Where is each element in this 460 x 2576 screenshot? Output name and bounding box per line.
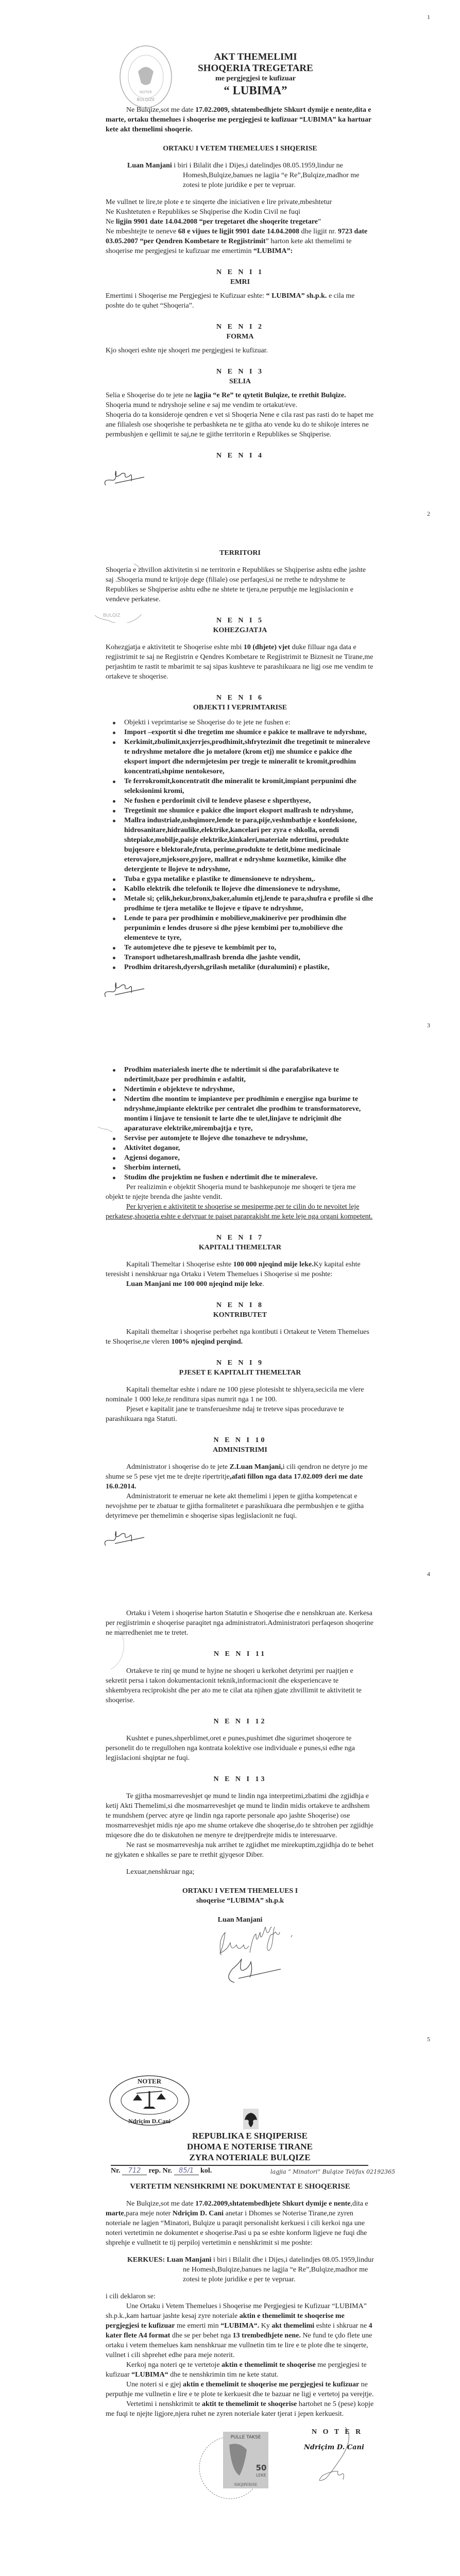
text-run: Kerkimit,zbulimit,nxjerrjes,prodhimit,shfrytezimit dhe tregetimit te mineraleve te ndryshme metalore dhe jo metalore (krom etj) me shumice e pakice dhe eksport import dhe ndermjetesim per tregje te mineralit te kromit,prodhim koncentrati,shpime nentokesore, [124, 738, 370, 775]
albanian-eagle-emblem [243, 2109, 259, 2129]
paragraph [106, 227, 374, 256]
article-title: TERRITORI [219, 549, 261, 557]
paragraph [106, 565, 374, 604]
text-run: Objekti i veprimtarise se Shoqerise do te jete ne fushen e: [124, 719, 291, 726]
svg-text:BULQIZ: BULQIZ [103, 613, 121, 618]
text-run: Ortaku i Vetem i shoqerise harton Statutin e Shoqerise dhe e nenshkruan ate. Kerkesa per regjistrimin e shoqerise paraqitet nga administratori.Administratori perfaqeson shoqerine ne marredheniet me te tretet. [106, 1609, 373, 1637]
paragraph [106, 105, 374, 134]
paragraph [106, 2301, 374, 2360]
page-number: 4 [427, 1570, 430, 1578]
text-run: Ky [259, 2322, 272, 2330]
text-run: i biri i Bilalit dhe i Dijes,i datelindjes 08.05.1959,lindur ne Homesh,Bulqize,banues ne lagjia “e Re”,Bulqize,madhor me zotesi te plote juridike e per te vepruar. [183, 2256, 374, 2283]
text-run: 100% njeqind perqind. [171, 1338, 243, 1346]
paragraph [106, 1608, 374, 1638]
text-run: marte [106, 2210, 124, 2217]
article-number: N E N I 11 [213, 1650, 267, 1658]
list-item [106, 1163, 374, 1173]
text-run: Pjeset e kapitalit jane te transferueshme ndaj te treteve sipas procedurave te parashikuara nga Statuti. [106, 1405, 344, 1423]
text-run: 17.02.2009, shtatembedhjete Shkurt dymije e nente,dita e marte, ortaku themelues i shoqerise me pergjegjesi te kufizuar “LUBIMA” ka hartuar kete akt themelimi shoqerie. [106, 106, 371, 133]
article-number: N E N I 2 [216, 323, 264, 331]
text-run: me pergjegjesi te kufizuar [106, 2361, 367, 2379]
paragraph [106, 1385, 374, 1404]
list-item [106, 806, 374, 816]
list-item [106, 1143, 374, 1153]
text-run: 100 000 njeqind mije leke. [233, 1261, 314, 1268]
article-number: N E N I 3 [216, 368, 264, 376]
list-item [106, 962, 374, 972]
activity-list [106, 1065, 374, 1182]
text-run: Ne [106, 218, 116, 226]
article-number: N E N I 6 [216, 694, 264, 702]
text-run: “LUBIMA“ [131, 2371, 168, 2379]
text-run: Aktivitet doganor, [124, 1144, 180, 1152]
page-number: 2 [427, 510, 430, 517]
text-run: Une Ortaku i Vetem Themelues i Shoqerise me Pergjegjesi te Kufizuar “LUBIMA” sh.p.k.,kam hartuar jashte kesaj zyre noteriale [106, 2302, 367, 2320]
list-item [106, 913, 374, 943]
nr-label: Nr. [111, 2167, 121, 2175]
stamp-label: NOTER [137, 2077, 162, 2085]
text-run: Une noteri si e gjej [126, 2381, 183, 2388]
page-2 [0, 497, 460, 1008]
paragraph [106, 346, 374, 355]
paragraph [106, 1791, 374, 1840]
text-run: Te automjeteve dhe te pjeseve te kembimit per to, [124, 944, 277, 952]
text-run: ” harton kete akt themelimi te shoqerise me pergjegjesi te kufizuar me emertimin [106, 238, 352, 255]
chamber-title: DHOMA E NOTERISE TIRANE [187, 2142, 313, 2151]
list-item [106, 953, 374, 962]
list-item [106, 718, 374, 727]
page-1 [0, 0, 460, 497]
text-run: KERKUES: Luan Manjani [127, 2256, 212, 2264]
text-run: 68 e vijues te ligjit 9901 date 14.04.2008 [178, 228, 299, 235]
paragraph [106, 1840, 374, 1860]
text-run: lagjia “e Re” te qytetit Bulqize, te rrethit Bulqize. [194, 392, 346, 399]
text-run: Administrator i shoqerise do te jete [126, 1463, 230, 1471]
text-run: Kerkoj nga noteri qe te vertetoje [126, 2361, 222, 2369]
text-run: 4 kater flete A4 format [106, 2322, 372, 2340]
text-run: Kjo shoqeri eshte nje shoqeri me pergjegjesi te kufizuar. [106, 347, 268, 354]
stamp-name: Ndriçim D.Cani [128, 2117, 171, 2125]
paragraph [106, 217, 374, 227]
text-run: ,afati fillon nga data 17.02.009 deri me date 16.0.2014. [106, 1473, 363, 1490]
certification-title: VERTETIM NENSHKRIMI NE DOKUMENTAT E SHOQERISE [130, 2182, 350, 2191]
centered-heading: Luan Manjani [217, 1916, 263, 1924]
page-2-content [106, 548, 374, 972]
text-run: Mallra industriale,ushqimore,lende te para,pije,veshmbathje e konfeksione, hidrosanitare,hidraulike,elektrike,kancelari per zyra e shkolla, orendi shtepiake,mobilje,paisje elektrike,kinkaleri,materiale ndertimi, produkte bujqesore e blektorale,fruta, perime,produkte te detit,bime medicinale eterovajore,mjeksore,pyjore, mallrat e ndryshme kozmetike, kimike dhe detergjente te llojeve te ndryshme, [124, 817, 357, 873]
text-run: Ndertim dhe montim te impianteve per prodhimin e energjise nga burime te ndryshme,impiante elektrike per centralet dhe prodhim te transformatoreve, montim i linjave te tensionit te larte dhe te ulet,linjave te ndriçimit dhe aparaturave elektrike,mirembajtja e tyre, [124, 1095, 361, 1132]
text-run: Ne rast se mosmarreveshja nuk arrihet te zgjidhet me mirekuptim,zgjidhja do te behet ne gjykaten e shkalles se pare te rrethit gjyqesor Diber. [106, 1841, 374, 1859]
list-item [106, 776, 374, 796]
list-item [106, 894, 374, 913]
paragraph [106, 410, 374, 439]
article-title: KONTRIBUTET [213, 1311, 267, 1319]
article-title: OBJEKTI I VEPRIMTARISE [193, 704, 287, 711]
list-item [106, 1084, 374, 1094]
party-details [106, 161, 374, 190]
text-run: Te gjitha mosmarreveshjet qe mund te lindin nga interpretimi,zbatimi dhe zgjidhja e ketij Akti Themelimi,si dhe mosmarreveshjet qe mund te lindin midis ortakeve te ardhshem te mundshem (pervec atyre qe lindin nga raporte personale apo jashte Shoqerise) ose mosmarreveshjet midis nje apo me shume ortakeve dhe shoqerise,do te shtrohen per zgjidhje miqesore dhe do te diskutohen ne menyre te drejtperdrejte midis te interesuarve. [106, 1792, 373, 1839]
text-run: Studim dhe projektim ne fushen e ndertimit dhe te mineraleve. [124, 1174, 318, 1181]
text-run: Tregetimit me shumice e pakice dhe import eksport mallrash te ndryshme, [124, 807, 353, 815]
text-run: 17.02.2009,shtatembedhjete Shkurt dymije e nente [195, 2200, 351, 2208]
text-run: Servise per automjete te llojeve dhe tonazheve te ndryshme, [124, 1134, 308, 1142]
text-run: Kohezgjatja e aktivitetit te Shoqerise eshte mbi [106, 643, 244, 651]
text-run: i cili deklaron se: [106, 2293, 156, 2300]
paragraph [106, 1867, 374, 1877]
paragraph [106, 642, 374, 682]
initials-signature [100, 1526, 147, 1549]
list-item [106, 1153, 374, 1163]
list-item [106, 796, 374, 806]
register-number-line [111, 2167, 212, 2175]
article-title: ADMINISTRIMI [213, 1446, 267, 1454]
text-run: Prodhim dritaresh,dyersh,grilash metalike (duralumini) e plastike, [124, 963, 330, 971]
text-run: Shoqeria mund te ndryshoje seline e saj me vendim te ortakut/eve. [106, 401, 298, 409]
text-run: Shoqeria e zhvillon aktivitetin si ne territorin e Republikes se Shqiperise ashtu edhe jashte saj .Shoqeria mund te krijoje dege (filiale) ose perfaqesi,si ne rrethe te ndryshme te Republikes se Shqiperise ashtu edhe ne shtete te tjera,ne perputhje me legjislacionin e vendeve perkatese. [106, 566, 366, 603]
article-title: KOHEZGJATJA [213, 626, 267, 634]
document-title-line: SHOQERIA TREGETARE [198, 63, 313, 74]
text-run: Lende te para per prodhimin e mobilieve,makinerive per prodhimin dhe perpunimin e lendes drusore si dhe pjese kembimi per to,mobilieve dhe elementeve te tyre, [124, 914, 347, 942]
text-run: Me vullnet te lire,te plote e te sinqerte dhe iniciativen e lire private,mbeshtetur [106, 198, 332, 206]
article-title: FORMA [226, 333, 254, 341]
list-item [106, 943, 374, 953]
centered-heading: shoqerise “LUBIMA” sh.p.k [196, 1897, 284, 1905]
page-3 [0, 1008, 460, 1557]
paragraph [106, 207, 374, 217]
paragraph [106, 197, 374, 207]
text-run: Luan Manjani [127, 162, 172, 170]
text-run: Luan Manjani me 100 000 njeqind mije leke [126, 1280, 263, 1288]
article-number: N E N I 4 [216, 452, 264, 460]
text-run: Kabllo elektrik dhe telefonik te llojeve dhe dimensioneve te ndryshme, [124, 885, 340, 893]
tax-stamp-value: 50 [255, 2463, 267, 2472]
text-run: me emerti min [175, 2322, 221, 2330]
paragraph [106, 2399, 374, 2419]
noter-label: N O T E R [312, 2428, 363, 2436]
text-run: Transport udhetaresh,mallrash brenda dhe jashte vendit, [124, 954, 300, 961]
text-run: Ky kapital eshte teresisht i nenshkruar nga Ortaku i Vetem Themelues i Shoqerise si me poshte: [106, 1261, 361, 1278]
article-number: N E N I 13 [213, 1775, 267, 1783]
text-run: aktin e themelimit te shoqerise me pergjegjesi te kufizuar [183, 2381, 360, 2388]
text-run: Lexuar,nenshkruar nga; [126, 1868, 195, 1876]
paragraph [106, 1202, 374, 1222]
text-run: akt themelimi [271, 2322, 315, 2330]
text-run: Ne fushen e perdorimit civil te lendeve plasese e shperthyese, [124, 797, 311, 805]
article-number: N E N I 8 [216, 1301, 264, 1309]
text-run: “LUBIMA“. [220, 2322, 260, 2330]
text-run: Ne fund te çdo flete une ortaku i vetem themelues kam nenshkruar me vullnetin tim te lire e te plote dhe te sinqerte, vullnet i cili shprehet edhe para meje noterit. [106, 2332, 372, 2359]
text-run: aktin e themelimit te shoqerise me pergjegjesi te kufizuar [106, 2312, 345, 2330]
list-item [106, 1173, 374, 1182]
text-run: duke filluar nga data e regjistrimit te saj ne Regjistrin e Qendres Kombetare te Regjistrimit te Biznesit ne Tirane,me perjashtim te rastit te mbarimit te saj sipas kushteve te parashikuara ne ligj ose me vendim te ortakeve te shoqerise. [106, 643, 373, 681]
text-run: Metale si; çelik,hekur,bronx,baker,alumin etj,lende te para,shufra e profile si dhe prodhime te tjera metalike te llojeve e tipave te ndryshme, [124, 895, 373, 912]
text-run: “LUBIMA”: [253, 247, 293, 255]
text-run: . [262, 1280, 264, 1288]
text-run: e cila me poshte do te quhet “Shoqeria”. [106, 292, 355, 310]
text-run: Ne Kushtetuten e Republikes se Shqiperise dhe Kodin Civil ne fuqi [106, 208, 300, 216]
text-run: Ne Bulqize,sot me date [126, 106, 196, 114]
text-run: aktin e themelimit te shoqerise [222, 2361, 316, 2369]
party-details [106, 2255, 374, 2284]
article-title: KAPITALI THEMELTAR [198, 1244, 282, 1251]
text-run: ,dita e [350, 2200, 368, 2208]
article-number: N E N I 12 [213, 1718, 267, 1725]
list-item [106, 884, 374, 894]
text-run: 13 trembedhjete nene. [232, 2332, 301, 2340]
text-run: 10 (dhjete) vjet [243, 643, 291, 651]
paragraph [106, 2292, 374, 2301]
text-run: ” [318, 218, 321, 226]
founder-signature [214, 1927, 317, 1986]
paragraph [106, 400, 374, 410]
activity-list [106, 718, 374, 972]
text-run: Ne Bulqize,sot me date [126, 2200, 196, 2208]
rep-label: rep. Nr. [148, 2167, 173, 2175]
page-number: 3 [427, 1022, 430, 1029]
text-run: Tuba e gypa metalike e plastike te dimensioneve te ndryshem,. [124, 875, 315, 883]
text-run: anetar i Dhomes se Noterise Tirane,ne zyren noteriale ne lagjen “Minatori, Bulqize u paraqit personalisht kerkuesi i cili kerkoi nga une noteri vertetimin ne dokumentet e shoqerise.Pasi u pa se eshte konform ligjeve ne fuqi dhe shprehje e vullnetit te tij perpiloj vertetimin e nenshkrimit si me poshte: [106, 2210, 367, 2247]
text-run: dhe se per behet nga [170, 2332, 233, 2340]
text-run: Z.Luan Manjani, [229, 1463, 283, 1471]
text-run: Agjensi doganore, [124, 1154, 180, 1162]
document-title-line: “ LUBIMA” [224, 84, 287, 97]
centered-heading: ORTAKU I VETEM THEMELUES I SHQERISE [163, 145, 317, 152]
article-number: N E N I 9 [216, 1359, 264, 1367]
text-run: Kushtet e punes,shperblimet,oret e punes,pushimet dhe sigurimet shoqerore te personelit do te rregullohen nga kontrata kolektive ose individuale e punes,si edhe nga legjislacioni shqiptar ne fuqi. [106, 1735, 355, 1762]
text-run: Import –exportit si dhe tregetim me shumice e pakice te mallrave te ndyrshme, [124, 728, 367, 736]
text-run: i biri i Bilalit dhe i Dijes,i datelindjes 08.05.1959,lindur ne Homesh,Bulqize,banues ne lagjia “e Re”,Bulqize,madhor me zotesi te plote juridike e per te vepruar. [172, 162, 360, 189]
rep-value: 85/1 [174, 2167, 199, 2175]
page-5 [0, 2022, 460, 2518]
paragraph [106, 1404, 374, 1424]
page-1-content [106, 52, 374, 461]
republic-title: REPUBLIKA E SHQIPERISE [192, 2131, 308, 2141]
text-run: Administratorit te emeruar ne kete akt themelimi i jepen te gjitha kompetencat e nevojshme per te zbatuar te gjitha formalitetet e parashikuara dhe permbushjen e te gjitha detyrimeve per themelimin e shoqerise sipas legjislacionit ne fuqi. [106, 1493, 364, 1520]
document-title-line: AKT THEMELIMI [214, 52, 297, 62]
list-item [106, 727, 374, 737]
article-title: SELIA [229, 378, 251, 385]
page-5-content [106, 2182, 374, 2419]
text-run: Emertimi i Shoqerise me Pergjegjesi te Kufizuar eshte: [106, 292, 266, 300]
article-title: PJESET E KAPITALIT THEMELTAR [179, 1369, 301, 1377]
text-run: eshte i shkruar ne [314, 2322, 369, 2330]
paragraph [106, 1734, 374, 1763]
page-4-content [106, 1608, 374, 1925]
page-4 [0, 1557, 460, 2022]
text-run: Ortakeve te rinj qe mund te hyjne ne shoqeri u kerkohet detyrimi per ruajtjen e sekretit persa i takon dokumentacionit teknik,informacionit dhe eksperiencave te shkembyera reciprokisht dhe per ato me te cilat ata njihen gjate zhvillimit te aktivitetit te shoqerise. [106, 1667, 362, 1704]
text-run: ligjin 9901 date 14.04.2008 “per tregetaret dhe shoqerite tregetare [115, 218, 318, 226]
list-item [106, 1094, 374, 1133]
paragraph [106, 391, 374, 400]
text-run: Kapitali themeltar eshte i ndare ne 100 pjese plotesisht te shlyera,secicila me vlere nominale 1 000 leke,te renditura sipas numrit nga 1 ne 100. [106, 1386, 364, 1403]
list-item [106, 1065, 374, 1084]
text-run: dhe te nenshkrimin tim ne kete statut. [168, 2371, 279, 2379]
document-title-line: me pergjegjesi te kufizuar [215, 75, 296, 82]
paragraph [106, 1492, 374, 1521]
svg-text:NOTER: NOTER [139, 90, 152, 94]
paragraph [106, 1260, 374, 1279]
paragraph [106, 1666, 374, 1705]
office-title: ZYRA NOTERIALE BULQIZE [189, 2153, 311, 2162]
office-address: lagjia ” Minatori” Bulqize Tel/fax 02192365 [270, 2168, 396, 2175]
list-item [106, 737, 374, 776]
initials-signature [100, 977, 147, 1001]
header-divider [111, 2165, 368, 2166]
text-run: Ne mbeshtejte te neneve [106, 228, 178, 235]
tax-stamp [198, 2429, 270, 2506]
centered-heading: ORTAKU I VETEM THEMELUES I [182, 1887, 298, 1895]
text-run: i cili qendron ne detyre jo me shume se 5 pese vjet me te drejte ripertritje [106, 1463, 368, 1481]
text-run: Sherbim interneti, [124, 1164, 181, 1172]
notary-signature [309, 2425, 366, 2487]
text-run: Kapitali Themeltar i Shoqerise eshte [126, 1261, 233, 1268]
kol-label: kol. [200, 2167, 212, 2175]
article-number: N E N I 5 [216, 617, 264, 624]
article-number: N E N I 10 [213, 1436, 267, 1444]
text-run: Kapitali themeltar i shoqerise perbehet nga kontibuti i Ortakeut te Vetem Themelues te Shoqerise,ne vleren [106, 1328, 369, 1346]
text-run: Prodhim materialesh inerte dhe te ndertimit si dhe parafabrikateve te ndertimit,baze per prodhimin e asfaltit, [124, 1066, 339, 1083]
notary-oval-stamp [108, 2074, 191, 2128]
notary-office-header [167, 2130, 332, 2163]
paragraph [106, 2380, 374, 2399]
text-run: Shoqeria do ta konsideroje qendren e vet si Shoqeria Nene e cila rast pas rasti do te hapet me ane filialesh ose shoqerishe te perbashketa ne te gjitha ato vende ku do te shikoje interes ne permbushjen e qellimit te saj,ne te gjithe territorin e Republikes se Shqiperise. [106, 411, 374, 438]
list-item [106, 1133, 374, 1143]
list-item [106, 874, 374, 884]
svg-text:BULQIZE: BULQIZE [137, 97, 155, 102]
text-run: dhe ligjit nr. [299, 228, 338, 235]
notary-footer [0, 2425, 460, 2507]
text-run: aktit te themelimit te shoqerise [201, 2400, 297, 2408]
text-run: ne perputhje me vullnetin e lire e te plote te kerkuesit dhe te bazuar ne ligj e vertetoj pa verejtje. [106, 2381, 374, 2398]
list-item [106, 816, 374, 874]
paragraph [106, 1327, 374, 1347]
paragraph [106, 291, 374, 311]
text-run: Ndertimin e objekteve te ndryshme, [124, 1086, 235, 1093]
text-run: “ LUBIMA” sh.p.k. [266, 292, 327, 300]
paragraph [106, 1279, 374, 1289]
paragraph [106, 1182, 374, 1202]
page-number: 1 [427, 13, 430, 21]
initials-signature [100, 466, 147, 489]
article-number: N E N I 7 [216, 1234, 264, 1242]
tax-stamp-currency: LEKE [256, 2473, 266, 2478]
text-run: Ndriçim D. Cani [172, 2210, 224, 2217]
paragraph [106, 1462, 374, 1492]
text-run: Per realizimin e objektit Shoqeria mund te bashkepunoje me shoqeri te tjera me objekt te njejte brenda dhe jashte vendit. [106, 1183, 356, 1201]
text-run: Per kryerjen e aktivitetit te shoqerise se mesiperme,per te cilin do te nevoitet leje perkatese,shoqeria eshte e detyruar te paiset paraprakisht me kete leje nga organi kompetent. [106, 1203, 373, 1221]
page-number: 5 [427, 2036, 430, 2043]
text-run: Te ferrokromit,koncentratit dhe mineralit te kromit,impiant perpunimi dhe seleksionimi kromi, [124, 777, 356, 795]
article-number: N E N I 1 [216, 268, 264, 276]
page-3-content [106, 1065, 374, 1521]
paragraph [106, 2360, 374, 2380]
nr-value: 712 [122, 2167, 147, 2175]
tax-stamp-label: PULLE TAKSE [230, 2435, 261, 2440]
article-title: EMRI [230, 278, 250, 286]
text-run: Selia e Shoqerise do te jete ne [106, 392, 194, 399]
tax-stamp-country: SHQIPERISE [234, 2482, 258, 2487]
noter-name: Ndriçim D. Cani [304, 2444, 364, 2451]
text-run: ,para meje noter [124, 2210, 173, 2217]
text-run: hartohet ne 5 (pese) kopje me fuqi te njejte ligjore,njera ruhet ne zyren noteriale kater tjerat i jepen kerkuesit. [106, 2400, 374, 2418]
text-run: Vertetimi i nenshkrimit te [126, 2400, 202, 2408]
text-run: 9723 date 03.05.2007 “per Qendren Kombetare te Regjistrimit [106, 228, 368, 245]
founder-signature-area [0, 1927, 460, 1986]
paragraph [106, 2199, 374, 2248]
